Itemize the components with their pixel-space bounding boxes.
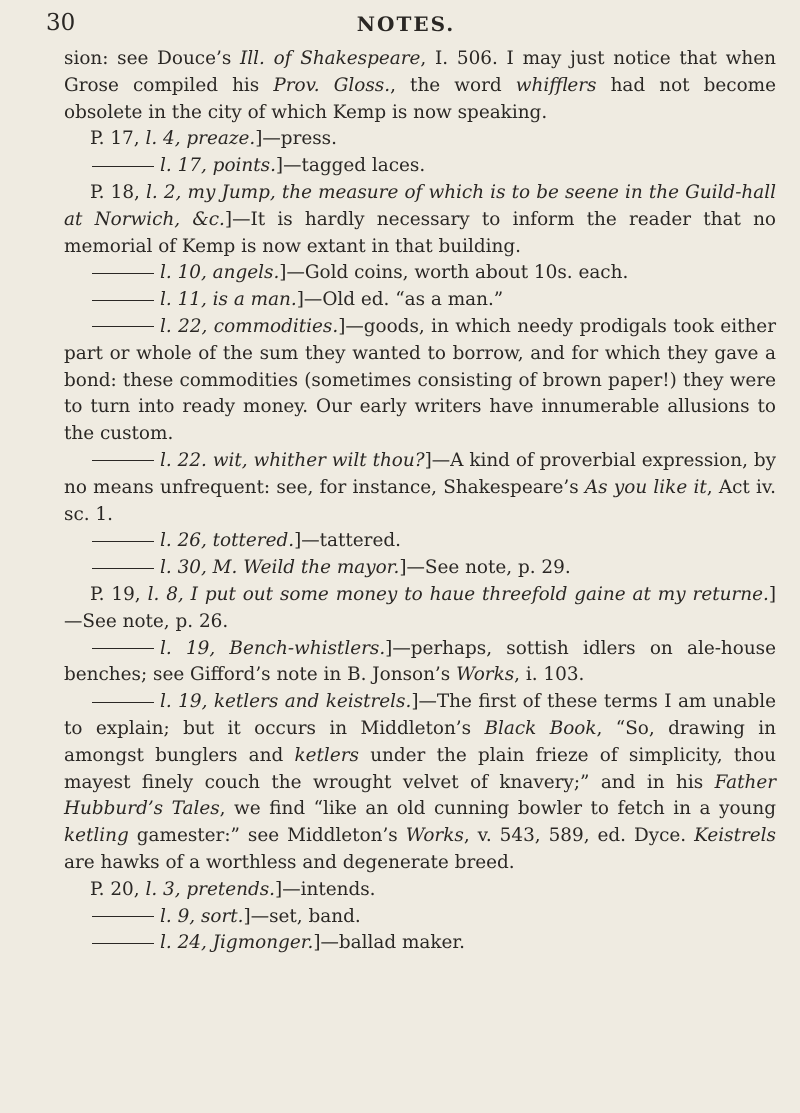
note-entry: l. 9, sort.]—set, band. [64,904,776,931]
ditto-dash [92,541,154,542]
ditto-dash [92,568,154,569]
note-entry: l. 24, Jigmonger.]—ballad maker. [64,930,776,957]
note-entry: P. 18, l. 2, my Jump, the measure of which is to be seene in the Guild-hall at Norwich, &c.]—It is hardly necessary to inform the reader that no memorial of Kemp is now extant in that building. [64,181,776,257]
note-entry: l. 22. wit, whither wilt thou?]—A kind of proverbial expression, by no means unfrequent: see, for instance, Shakespeare’s As you like it, Act iv. sc. 1. [64,449,776,525]
ditto-dash [92,300,154,301]
notes-body [64,46,776,957]
note-entry: l. 19, ketlers and keistrels.]—The first of these terms I am unable to explain; but it occurs in Middleton’s Black Book, “So, drawing in amongst bunglers and ketlers under the plain frieze of simplicity, thou mayest finely couch the wrought velvet of knavery;” and in his Father Hubburd’s Tales, we find “like an old cunning bowler to fetch in a young ketling gamester:” see Middleton’s Works, v. 543, 589, ed. Dyce. Keistrels are hawks of a worthless and degenerate breed. [64,691,777,873]
page-number: 30 [46,10,76,36]
ditto-dash [92,702,154,703]
note-entry: l. 26, tottered.]—tattered. [64,528,776,555]
ditto-dash [92,166,154,167]
ditto-dash [92,648,154,649]
note-entry: l. 10, angels.]—Gold coins, worth about 10s. each. [64,260,776,287]
ditto-dash [92,273,154,274]
note-entry: l. 19, Bench-whistlers.]—perhaps, sottish idlers on ale-house benches; see Gifford’s note in B. Jonson’s Works, i. 103. [64,637,776,686]
ditto-dash [92,326,154,327]
page-header [46,6,766,38]
note-entry: P. 17, l. 4, preaze.]—press. [90,128,337,150]
note-entry: l. 22, commodities.]—goods, in which needy prodigals took either part or whole of the sum they wanted to borrow, and for which they gave a bond: these commodities (sometimes consisting of brown paper!) they were to turn into ready money. Our early writers have innumerable allusions to the custom. [64,315,776,445]
note-entry: l. 11, is a man.]—Old ed. “as a man.” [64,287,776,314]
running-head: NOTES. [356,12,456,36]
note-entry: P. 19, l. 8, I put out some money to haue threefold gaine at my returne.]—See note, p. 26. [64,583,776,632]
ditto-dash [92,460,154,461]
ditto-dash [92,916,154,917]
note-entry: P. 20, l. 3, pretends.]—intends. [90,878,376,900]
note-entry: l. 17, points.]—tagged laces. [64,153,776,180]
note-entry: l. 30, M. Weild the mayor.]—See note, p. 29. [64,555,776,582]
note-paragraph: sion: see Douce’s Ill. of Shakespeare, I. 506. I may just notice that when Grose compiled his Prov. Gloss., the word whifflers had not become obsolete in the city of which Kemp is now speaking. [64,48,776,123]
ditto-dash [92,943,154,944]
